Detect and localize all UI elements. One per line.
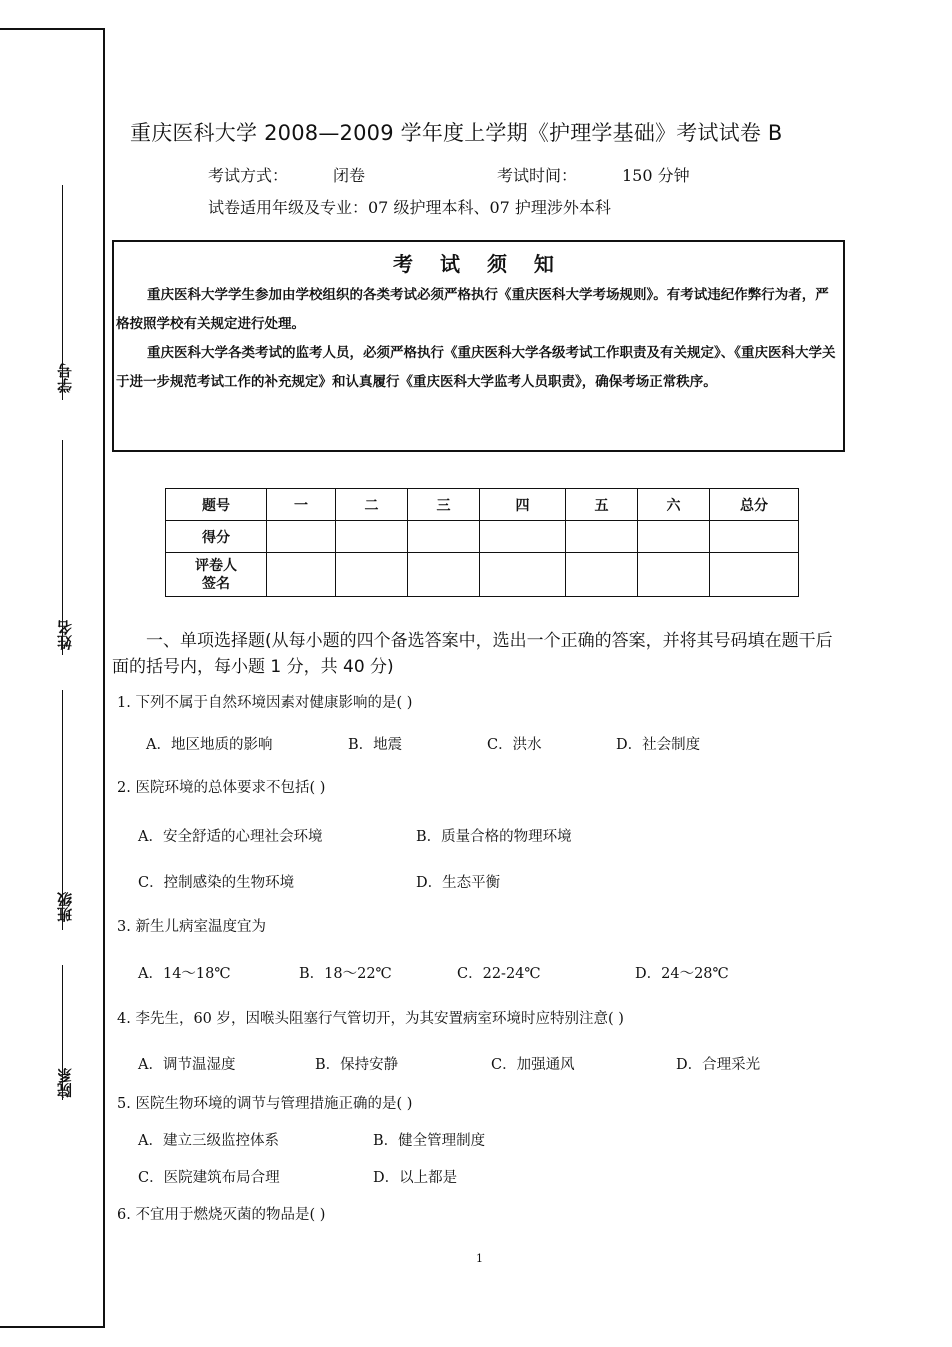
question-3-option-c[interactable]: C．22-24℃ <box>457 966 541 982</box>
question-5-option-c[interactable]: C．医院建筑布局合理 <box>138 1170 280 1186</box>
section-1-heading <box>112 628 847 680</box>
question-1-option-d[interactable]: D．社会制度 <box>616 737 701 753</box>
question-4-option-a[interactable]: A．调节温湿度 <box>138 1057 236 1073</box>
notice-title: 考 试 须 知 <box>393 252 564 276</box>
score-row-label: 得分 <box>166 521 267 553</box>
score-input-cell[interactable] <box>566 521 638 553</box>
question-6-stem: 6. 不宜用于燃烧灭菌的物品是( ) <box>117 1207 326 1223</box>
question-2-option-a[interactable]: A．安全舒适的心理社会环境 <box>138 829 323 845</box>
exam-time-value: 150 分钟 <box>622 166 690 185</box>
question-4-stem: 4. 李先生，60 岁，因喉头阻塞行气管切开，为其安置病室环境时应特别注意( ) <box>117 1011 624 1027</box>
question-2-option-c[interactable]: C．控制感染的生物环境 <box>138 875 295 891</box>
score-input-cell[interactable] <box>336 521 408 553</box>
grader-label-line2: 签名 <box>202 575 230 592</box>
question-2-option-d[interactable]: D．生态平衡 <box>416 875 501 891</box>
question-3-option-a[interactable]: A．14～18℃ <box>138 966 231 982</box>
question-5-option-a[interactable]: A．建立三级监控体系 <box>138 1133 279 1149</box>
score-header-cell: 二 <box>336 489 408 521</box>
grader-signature-cell[interactable] <box>267 553 336 597</box>
question-4-option-b[interactable]: B．保持安静 <box>315 1057 399 1073</box>
score-input-cell[interactable] <box>480 521 566 553</box>
score-input-cell[interactable] <box>710 521 799 553</box>
grader-signature-cell[interactable] <box>638 553 710 597</box>
question-4-option-d[interactable]: D．合理采光 <box>676 1057 761 1073</box>
question-2-stem: 2. 医院环境的总体要求不包括( ) <box>117 780 326 796</box>
question-3-option-d[interactable]: D．24～28℃ <box>635 966 729 982</box>
score-header-cell: 题号 <box>166 489 267 521</box>
grader-label-line1: 评卷人 <box>195 557 237 574</box>
score-table <box>165 488 799 597</box>
question-1-option-c[interactable]: C．洪水 <box>487 737 542 753</box>
question-5-option-b[interactable]: B．健全管理制度 <box>373 1133 486 1149</box>
question-3-option-b[interactable]: B．18～22℃ <box>299 966 392 982</box>
notice-paragraph-2: 重庆医科大学各类考试的监考人员，必须严格执行《重庆医科大学各级考试工作职责及有关规定》、《重庆医科大学关于进一步规范考试工作的补充规定》和认真履行《重庆医科大学监考人员职责》，确保考场正常秩序。 <box>116 345 836 390</box>
student-id-label: 学号 <box>56 363 74 393</box>
score-header-cell: 三 <box>408 489 480 521</box>
question-1-option-b[interactable]: B．地震 <box>348 737 403 753</box>
question-1-stem: 1. 下列不属于自然环境因素对健康影响的是( ) <box>117 695 413 711</box>
page-number: 1 <box>476 1252 483 1265</box>
section-1-heading-text: 一、单项选择题(从每小题的四个备选答案中，选出一个正确的答案，并将其号码填在题干后面的括号内，每小题 1 分，共 40 分) <box>112 631 833 677</box>
grader-signature-cell[interactable] <box>408 553 480 597</box>
score-header-cell: 五 <box>566 489 638 521</box>
score-header-cell: 总分 <box>710 489 799 521</box>
score-input-cell[interactable] <box>408 521 480 553</box>
exam-title: 重庆医科大学 2008—2009 学年度上学期《护理学基础》考试试卷 B <box>130 121 783 145</box>
name-label: 姓名 <box>56 620 74 650</box>
class-label: 班级 <box>56 892 74 922</box>
question-3-stem: 3. 新生儿病室温度宜为 <box>117 919 266 935</box>
notice-paragraph-1: 重庆医科大学学生参加由学校组织的各类考试必须严格执行《重庆医科大学考场规则》。有考试违纪作弊行为者，严格按照学校有关规定进行处理。 <box>116 287 829 332</box>
grader-signature-cell[interactable] <box>480 553 566 597</box>
binding-margin <box>0 28 105 1328</box>
score-header-cell: 四 <box>480 489 566 521</box>
question-5-stem: 5. 医院生物环境的调节与管理措施正确的是( ) <box>117 1096 413 1112</box>
score-input-cell[interactable] <box>638 521 710 553</box>
applicable-majors: 试卷适用年级及专业：07 级护理本科、07 护理涉外本科 <box>208 198 611 217</box>
grader-signature-cell[interactable] <box>566 553 638 597</box>
score-header-cell: 六 <box>638 489 710 521</box>
exam-notice-box <box>112 240 845 452</box>
question-2-option-b[interactable]: B．质量合格的物理环境 <box>416 829 572 845</box>
grader-signature-cell[interactable] <box>336 553 408 597</box>
exam-time-label: 考试时间： <box>497 166 578 185</box>
grader-signature-cell[interactable] <box>710 553 799 597</box>
question-1-option-a[interactable]: A．地区地质的影响 <box>146 737 273 753</box>
exam-mode-label: 考试方式： <box>208 166 289 185</box>
question-5-option-d[interactable]: D．以上都是 <box>373 1170 458 1186</box>
exam-mode-value: 闭卷 <box>333 166 366 185</box>
grader-row-label <box>166 553 267 597</box>
score-header-cell: 一 <box>267 489 336 521</box>
question-4-option-c[interactable]: C．加强通风 <box>491 1057 575 1073</box>
score-input-cell[interactable] <box>267 521 336 553</box>
department-label: 院系 <box>56 1068 74 1098</box>
